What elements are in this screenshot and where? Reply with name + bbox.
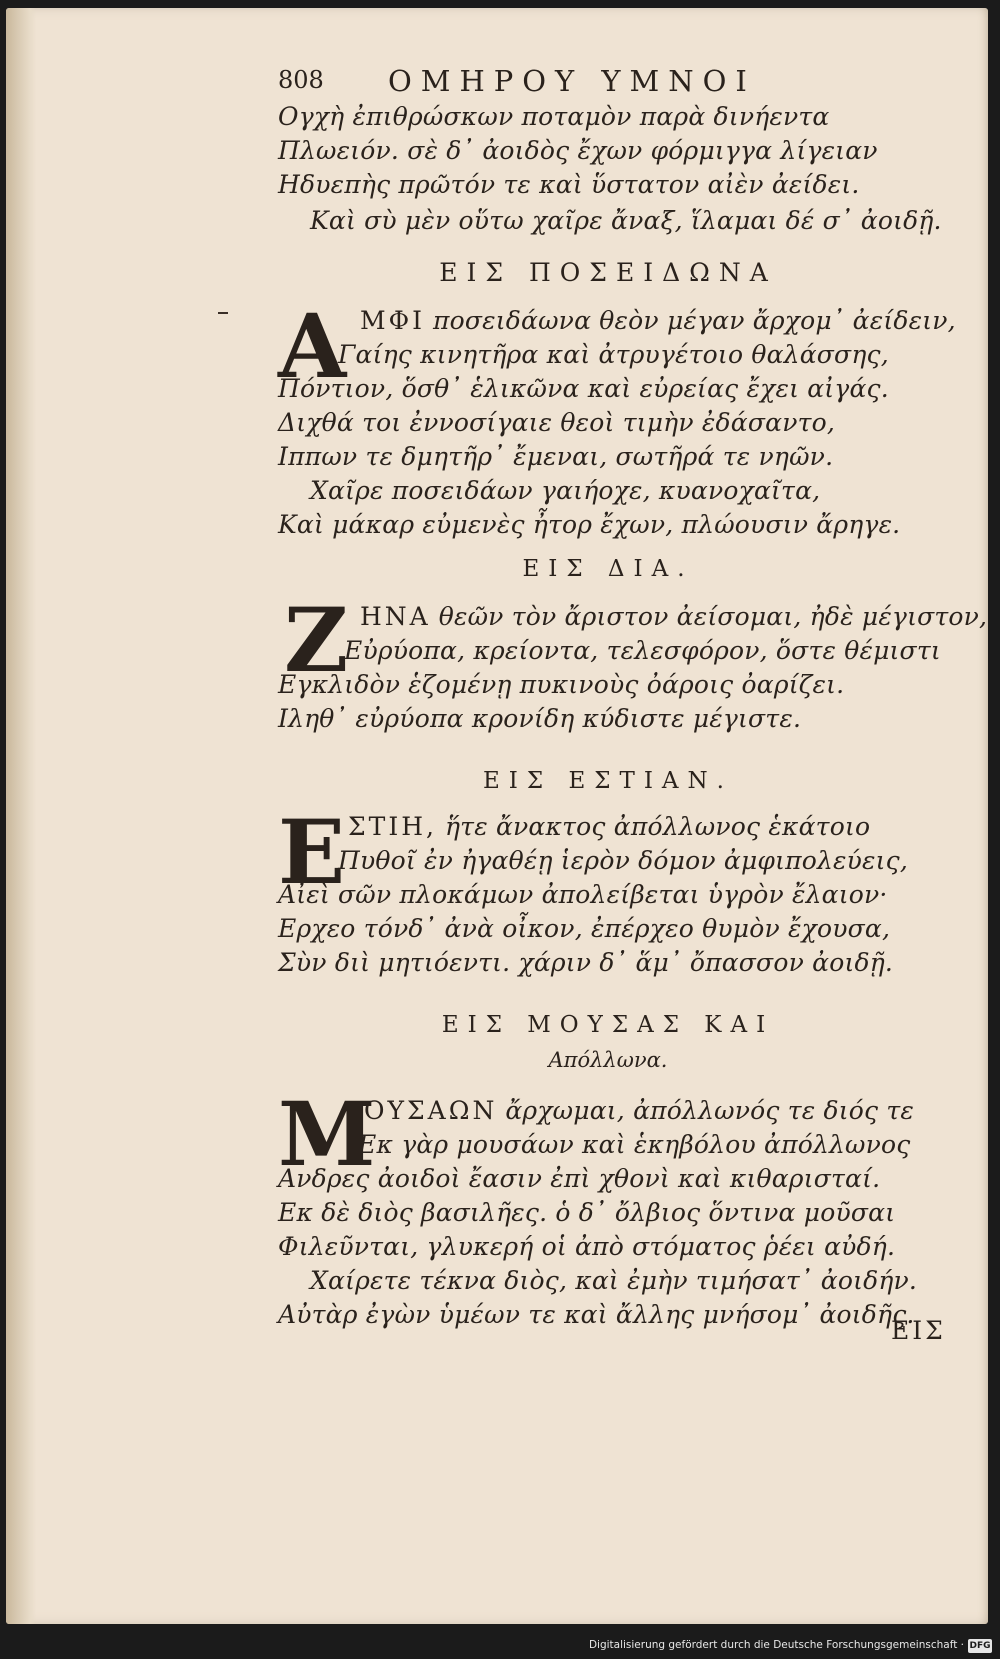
verse-line: Χαῖρε ποσειδάων γαιήοχε, κυανοχαῖτα, xyxy=(310,476,821,505)
verse-line: Καὶ σὺ μὲν οὕτω χαῖρε ἄναξ, ἵλαμαι δέ σ᾽ ἀοιδῇ. xyxy=(310,206,942,235)
verse-line: Χαίρετε τέκνα διὸς, καὶ ἐμὴν τιμήσατ᾽ ἀοιδήν. xyxy=(310,1266,918,1295)
verse-line: Ιληθ᾽ εὐρύοπα κρονίδη κύδιστε μέγιστε. xyxy=(278,704,802,733)
section-heading: ΕΙΣ ΕΣΤΙΑΝ. xyxy=(483,768,733,794)
verse-line: Γαίης κινητῆρα καὶ ἀτρυγέτοιο θαλάσσης, xyxy=(338,340,889,369)
verse-line: Πόντιον, ὅσθ᾽ ἑλικῶνα καὶ εὐρείας ἔχει αἰγάς. xyxy=(278,374,889,403)
verse-line: Ανδρες ἀοιδοὶ ἔασιν ἐπὶ χθονὶ καὶ κιθαρισταί. xyxy=(278,1164,881,1193)
verse-line: Πλωειόν. σὲ δ᾽ ἀοιδὸς ἔχων φόρμιγγα λίγειαν xyxy=(278,136,878,165)
hymn-section-zeus xyxy=(278,556,988,733)
section-heading: ΕΙΣ ΔΙΑ. xyxy=(522,556,694,582)
verse-line: Ερχεο τόνδ᾽ ἀνὰ οἶκον, ἐπέρχεο θυμὸν ἔχουσα, xyxy=(278,914,891,943)
lead-capitals: ΗΝΑ xyxy=(360,602,431,631)
verse-line: Αὐτὰρ ἐγὼν ὑμέων τε καὶ ἄλλης μνήσομ᾽ ἀοιδῆς. xyxy=(278,1300,915,1329)
section-subheading: Απόλλωνα. xyxy=(548,1048,668,1072)
catchword: ΕΙΣ xyxy=(891,1316,946,1345)
verse-line: Εὐρύοπα, κρείοντα, τελεσφόρον, ὅστε θέμιστι xyxy=(344,636,941,665)
drop-cap: Ζ xyxy=(284,588,349,692)
section-heading: ΕΙΣ ΜΟΥΣΑΣ ΚΑΙ xyxy=(441,1012,775,1038)
verse-line: Εγκλιδὸν ἑζομένῃ πυκινοὺς ὀάροις ὀαρίζει. xyxy=(278,670,845,699)
verse-text: ἄρχωμαι, ἀπόλλωνός τε διός τε xyxy=(505,1096,915,1125)
section-heading: ΕΙΣ ΠΟΣΕΙΔΩΝΑ xyxy=(439,258,777,287)
lead-capitals: ΜΦΙ xyxy=(360,306,425,335)
drop-cap: Ε xyxy=(278,800,346,904)
margin-mark xyxy=(218,312,228,314)
verse-line: Πυθοῖ ἐν ἠγαθέῃ ἱερὸν δόμον ἀμφιπολεύεις, xyxy=(338,846,909,875)
drop-cap: Μ xyxy=(278,1082,376,1186)
scanned-page xyxy=(6,8,988,1624)
verse-line: Εκ δὲ διὸς βασιλῆες. ὁ δ᾽ ὄλβιος ὅντινα μοῦσαι xyxy=(278,1198,896,1227)
lead-capitals: ΣΤΙΗ, xyxy=(348,812,437,841)
verse-line-first xyxy=(360,306,956,335)
verse-text: θεῶν τὸν ἄριστον ἀείσομαι, ἠδὲ μέγιστον, xyxy=(438,602,988,631)
verse-line: Διχθά τοι ἐννοσίγαιε θεοὶ τιμὴν ἐδάσαντο, xyxy=(278,408,836,437)
footer-credit: Digitalisierung gefördert durch die Deutsche Forschungsgemeinschaft · xyxy=(588,1639,964,1651)
lead-capitals: ΟΥΣΑΩΝ xyxy=(364,1096,498,1125)
page-spine-shadow xyxy=(6,8,36,1624)
verse-text: ποσειδάωνα θεὸν μέγαν ἄρχομ᾽ ἀείδειν, xyxy=(432,306,956,335)
dfg-logo: DFG xyxy=(969,1641,991,1651)
hymn-section-muses-apollo xyxy=(278,1012,938,1329)
hymn-section-hestia xyxy=(278,768,938,978)
drop-cap: Α xyxy=(278,294,347,398)
verse-line-first xyxy=(360,602,987,631)
running-head xyxy=(278,66,838,100)
verse-line: Φιλεῦνται, γλυκερή οἱ ἀπὸ στόματος ῥέει αὐδή. xyxy=(278,1232,896,1261)
verse-line-first xyxy=(348,812,870,841)
hymn-section-poseidon xyxy=(278,258,956,539)
running-title: ΟΜΗΡΟΥ ΥΜΝΟΙ xyxy=(388,64,756,98)
opening-block xyxy=(278,102,942,242)
verse-line: Σὺν διὶ μητιόεντι. χάριν δ᾽ ἅμ᾽ ὄπασσον ἀοιδῇ. xyxy=(278,948,894,977)
verse-line: Ηδυεπὴς πρῶτόν τε καὶ ὕστατον αἰὲν ἀείδει. xyxy=(278,170,860,199)
verse-line: Εκ γὰρ μουσάων καὶ ἑκηβόλου ἀπόλλωνος xyxy=(358,1130,911,1159)
digitization-footer xyxy=(0,1636,1000,1659)
verse-text: ἥτε ἄνακτος ἀπόλλωνος ἑκάτοιο xyxy=(444,812,871,841)
verse-line: Ιππων τε δμητῆρ᾽ ἔμεναι, σωτῆρά τε νηῶν. xyxy=(278,442,834,471)
page-number: 808 xyxy=(278,66,324,94)
verse-line: Αἰεὶ σῶν πλοκάμων ἀπολείβεται ὑγρὸν ἔλαιον· xyxy=(278,880,888,909)
verse-line: Καὶ μάκαρ εὐμενὲς ἦτορ ἔχων, πλώουσιν ἄρηγε. xyxy=(278,510,901,539)
verse-line-first xyxy=(364,1096,914,1125)
verse-line: Ογχὴ ἐπιθρώσκων ποταμὸν παρὰ δινήεντα xyxy=(278,102,830,131)
